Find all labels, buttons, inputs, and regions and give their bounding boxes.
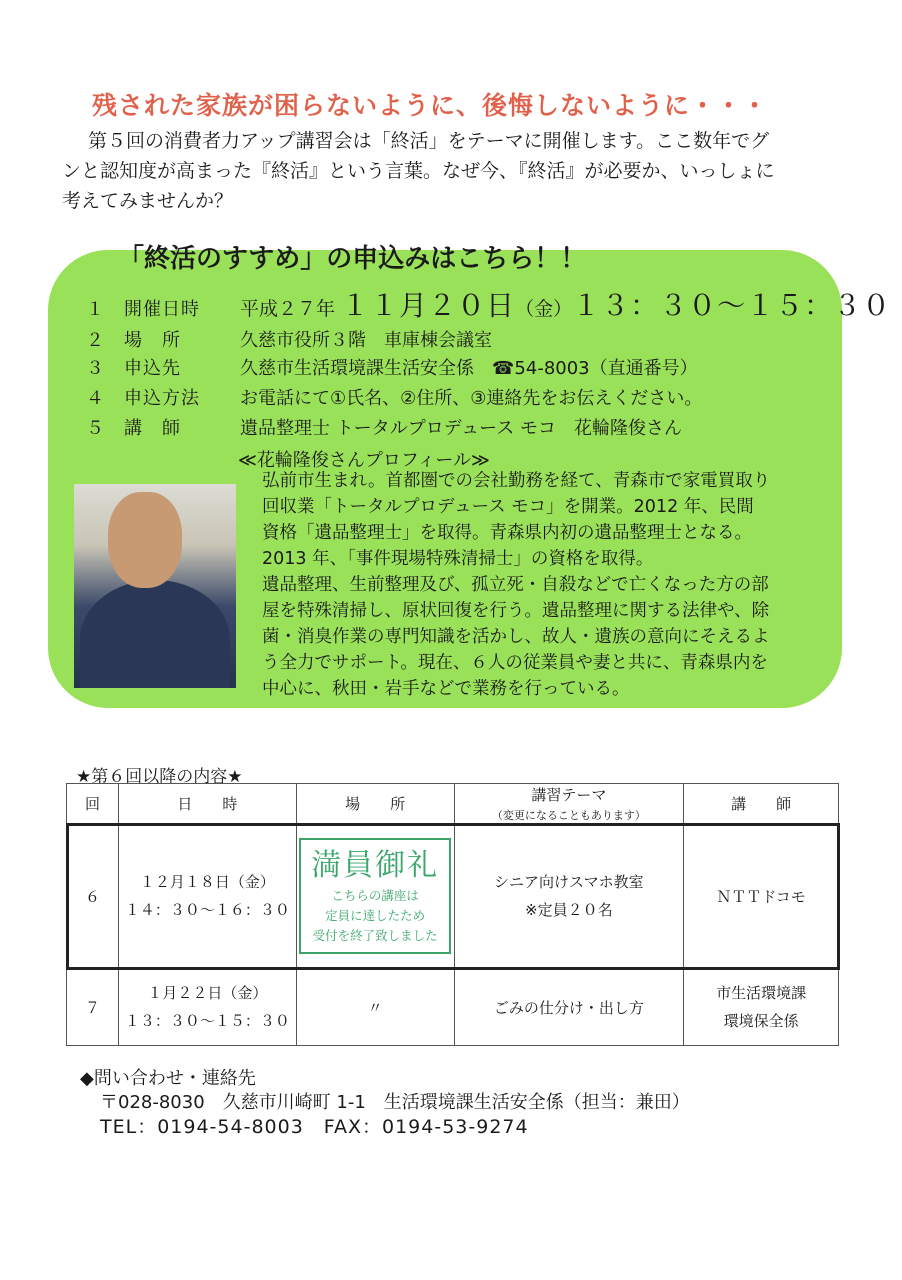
row-number: ２ xyxy=(86,330,104,351)
info-row-method xyxy=(86,384,702,410)
row-value: 久慈市役所３階 車庫棟会議室 xyxy=(240,330,492,351)
header-theme-note: （変更になることもあります） xyxy=(491,809,646,822)
cell-place: 〃 xyxy=(296,969,454,1046)
cell-time: １４：３０〜１６：３０ xyxy=(124,901,290,919)
bio-line: 資格「遺品整理士」を取得。青森県内初の遺品整理士となる。 xyxy=(262,523,752,543)
lecturer-line: 市生活環境課 xyxy=(716,984,807,1002)
cell-date: １２月１８日（金） xyxy=(139,873,275,891)
header-lecturer: 講 師 xyxy=(684,784,839,824)
contact-phone: TEL：0194-54-8003 FAX：0194-53-9274 xyxy=(100,1116,529,1138)
date-prefix: 平成２７年 xyxy=(240,298,342,320)
stamp-line: こちらの講座は xyxy=(331,888,419,903)
contact-address: 〒028-8030 久慈市川崎町 1-1 生活環境課生活安全係（担当：兼田） xyxy=(100,1092,690,1113)
date-time: １３：３０〜１５：３０ xyxy=(572,289,892,322)
table-row xyxy=(67,824,839,969)
cell-lecturer: ＮＴＴドコモ xyxy=(684,824,839,969)
bio-line: 遺品整理、生前整理及び、孤立死・自殺などで亡くなった方の部 xyxy=(262,575,769,595)
profile-bio xyxy=(262,468,832,702)
cell-round: ６ xyxy=(67,824,119,969)
header-round: 回 xyxy=(67,784,119,824)
header-theme xyxy=(454,784,684,824)
info-row-lecturer xyxy=(86,414,682,440)
theme-text: シニア向けスマホ教室 xyxy=(493,873,644,891)
bio-line: 回収業「トータルプロデュース モコ」を開業。2012 年、民間 xyxy=(262,497,754,517)
row-number: １ xyxy=(86,299,104,320)
info-row-datetime xyxy=(86,284,891,324)
table-header xyxy=(67,784,839,824)
stamp-title: 満員御礼 xyxy=(311,848,440,883)
cell-time: １３：３０〜１５：３０ xyxy=(124,1012,290,1030)
theme-note: ※定員２０名 xyxy=(525,901,613,919)
row-value xyxy=(240,284,891,324)
full-stamp xyxy=(299,838,451,954)
table-row xyxy=(67,969,839,1046)
row-number: ４ xyxy=(86,388,104,409)
photo-head xyxy=(108,492,182,588)
headline: 残された家族が困らないように、後悔しないように・・・ xyxy=(92,91,769,120)
header-place: 場 所 xyxy=(296,784,454,824)
header-datetime: 日 時 xyxy=(118,784,296,824)
schedule-table xyxy=(66,783,839,1046)
row-value: お電話にて①氏名、②住所、③連絡先をお伝えください。 xyxy=(240,388,703,409)
contact-title: ◆問い合わせ・連絡先 xyxy=(80,1068,256,1089)
row-label: 開催日時 xyxy=(124,299,200,320)
bio-line: 弘前市生まれ。首都圏での会社勤務を経て、青森市で家電買取り xyxy=(262,471,771,491)
row-value: 久慈市生活環境課生活安全係 ☎54-8003（直通番号） xyxy=(240,358,698,379)
header-theme-label: 講習テーマ xyxy=(531,786,607,804)
cell-datetime xyxy=(118,824,296,969)
lecturer-photo xyxy=(74,484,236,688)
cell-theme xyxy=(454,824,684,969)
cell-lecturer xyxy=(684,969,839,1046)
profile-title: ≪花輪隆俊さんプロフィール≫ xyxy=(238,450,490,471)
stamp-line: 受付を終了致しました xyxy=(312,928,438,943)
intro-line: 考えてみませんか？ xyxy=(62,190,234,212)
cell-datetime xyxy=(118,969,296,1046)
schedule-title: ★第６回以降の内容★ xyxy=(76,767,243,787)
row-number: ３ xyxy=(86,358,104,379)
info-row-contact xyxy=(86,354,698,380)
application-title: 「終活のすすめ」の申込みはこちら！！ xyxy=(118,244,587,274)
row-label: 申込先 xyxy=(124,358,181,379)
date-day: １１月２０日 xyxy=(341,289,516,322)
row-label: 講 師 xyxy=(124,418,181,439)
cell-date: １月２２日（金） xyxy=(147,984,268,1002)
row-label: 場 所 xyxy=(124,330,181,351)
intro-line: 第５回の消費者力アップ講習会は「終活」をテーマに開催します。ここ数年でグ xyxy=(88,130,770,152)
bio-line: 2013 年、「事件現場特殊清掃士」の資格を取得。 xyxy=(262,549,654,569)
cell-place xyxy=(296,824,454,969)
info-row-place xyxy=(86,326,492,352)
bio-line: 中心に、秋田・岩手などで業務を行っている。 xyxy=(262,679,630,699)
bio-line: 菌・消臭作業の専門知識を活かし、故人・遺族の意向にそえるよ xyxy=(262,627,770,647)
cell-theme: ごみの仕分け・出し方 xyxy=(454,969,684,1046)
lecturer-line: 環境保全係 xyxy=(723,1012,799,1030)
row-label: 申込方法 xyxy=(124,388,200,409)
intro-line: ンと認知度が高まった『終活』という言葉。なぜ今、『終活』が必要か、いっしょに xyxy=(62,160,775,182)
bio-line: 屋を特殊清掃し、原状回復を行う。遺品整理に関する法律や、除 xyxy=(262,601,770,621)
row-value: 遺品整理士 トータルプロデュース モコ 花輪隆俊さん xyxy=(240,418,683,439)
row-number: ５ xyxy=(86,418,104,439)
stamp-line: 定員に達したため xyxy=(325,908,426,923)
intro-paragraph xyxy=(62,126,842,216)
photo-body xyxy=(80,580,230,688)
bio-line: う全力でサポート。現在、６人の従業員や妻と共に、青森県内を xyxy=(262,653,768,673)
cell-round: ７ xyxy=(67,969,119,1046)
date-weekday: （金） xyxy=(515,298,573,320)
